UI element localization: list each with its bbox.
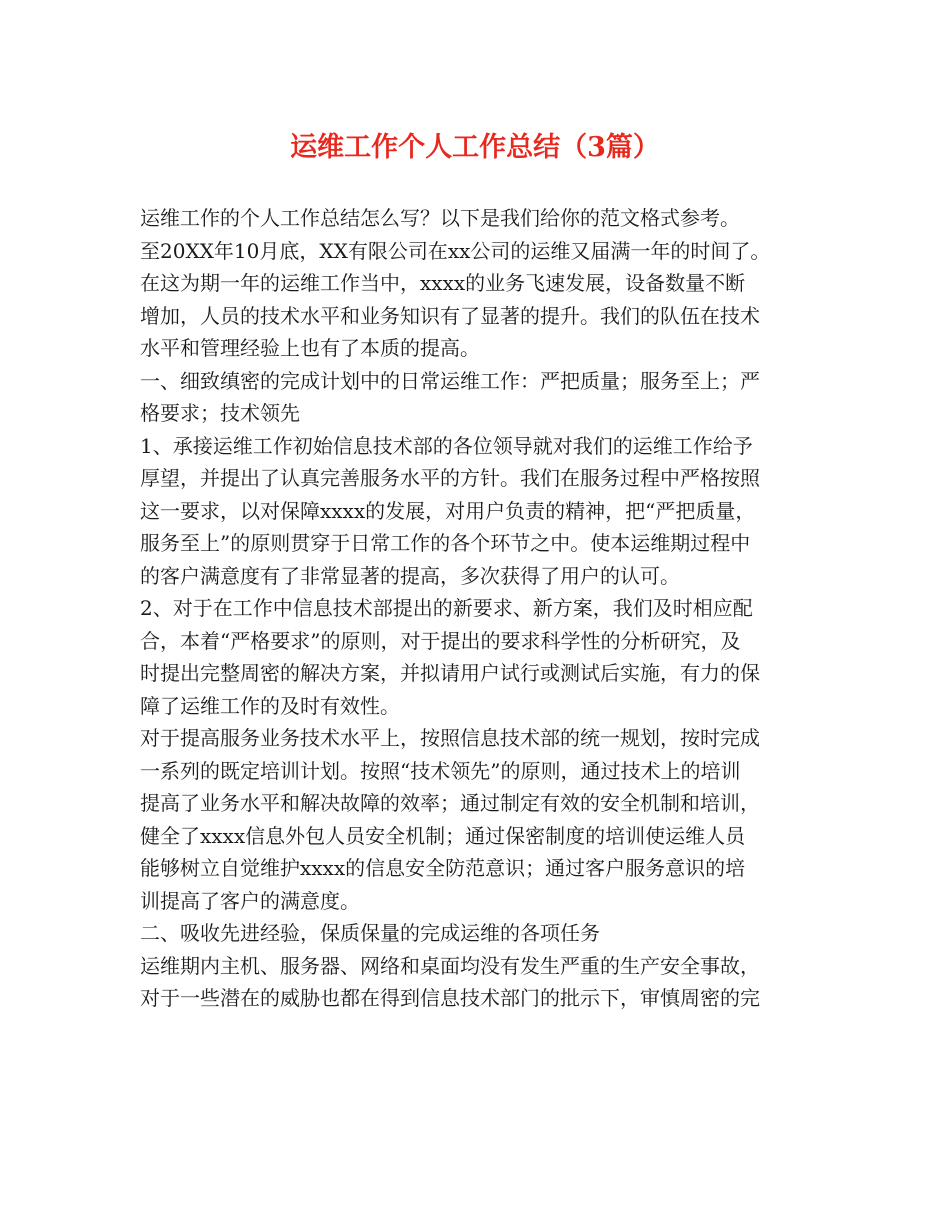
text-line: 训提高了客户的满意度。 [140,888,360,913]
text-line: 健全了xxxx信息外包人员安全机制；通过保密制度的培训使运维人员 [140,823,746,848]
document-title: 运维工作个人工作总结（3篇） [290,132,660,163]
text-line: 这一要求，以对保障xxxx的发展，对用户负责的精神，把“严把质量， [140,498,756,523]
text-line: 时提出完整周密的解决方案，并拟请用户试行或测试后实施，有力的保 [140,661,760,685]
text-line: 在这为期一年的运维工作当中，xxxx的业务飞速发展，设备数量不断 [140,271,746,295]
numbered-item-1: 1、承接运维工作初始信息技术部的各位领导就对我们的运维工作给予 [140,433,753,458]
text-line: 能够树立自觉维护xxxx的信息安全防范意识；通过客户服务意识的培 [140,856,746,880]
text-line: 水平和管理经验上也有了本质的提高。 [140,336,480,360]
text-line: 障了运维工作的及时有效性。 [140,693,400,718]
numbered-item-2: 2、对于在工作中信息技术部提出的新要求、新方案，我们及时相应配 [140,596,753,620]
text-line: 服务至上”的原则贯穿于日常工作的各个环节之中。使本运维期过程中 [140,531,751,555]
text-line: 厚望，并提出了认真完善服务水平的方针。我们在服务过程中严格按照 [140,466,760,490]
text-line: 至20XX年10月底，XX有限公司在xx公司的运维又届满一年的时间了。 [140,238,771,263]
text-line: 对于提高服务业务技术水平上，按照信息技术部的统一规划，按时完成 [140,726,760,750]
text-line: 运维工作的个人工作总结怎么写？以下是我们给你的范文格式参考。 [140,206,740,230]
document-body [140,202,830,1015]
section-heading-1: 一、细致缜密的完成计划中的日常运维工作：严把质量；服务至上；严 [140,368,760,393]
text-line: 一系列的既定培训计划。按照“技术领先”的原则，通过技术上的培训 [140,758,741,783]
text-line: 格要求；技术领先 [140,401,300,425]
section-heading-2: 二、吸收先进经验，保质保量的完成运维的各项任务 [140,921,600,945]
text-line: 运维期内主机、服务器、网络和桌面均没有发生严重的生产安全事故， [140,953,760,978]
text-line: 合，本着“严格要求”的原则，对于提出的要求科学性的分析研究，及 [140,628,741,653]
text-line: 的客户满意度有了非常显著的提高，多次获得了用户的认可。 [140,563,680,588]
text-line: 提高了业务水平和解决故障的效率；通过制定有效的安全机制和培训， [140,791,760,815]
text-line: 增加，人员的技术水平和业务知识有了显著的提升。我们的队伍在技术 [140,303,760,328]
text-line: 对于一些潜在的威胁也都在得到信息技术部门的批示下，审慎周密的完 [140,986,760,1010]
